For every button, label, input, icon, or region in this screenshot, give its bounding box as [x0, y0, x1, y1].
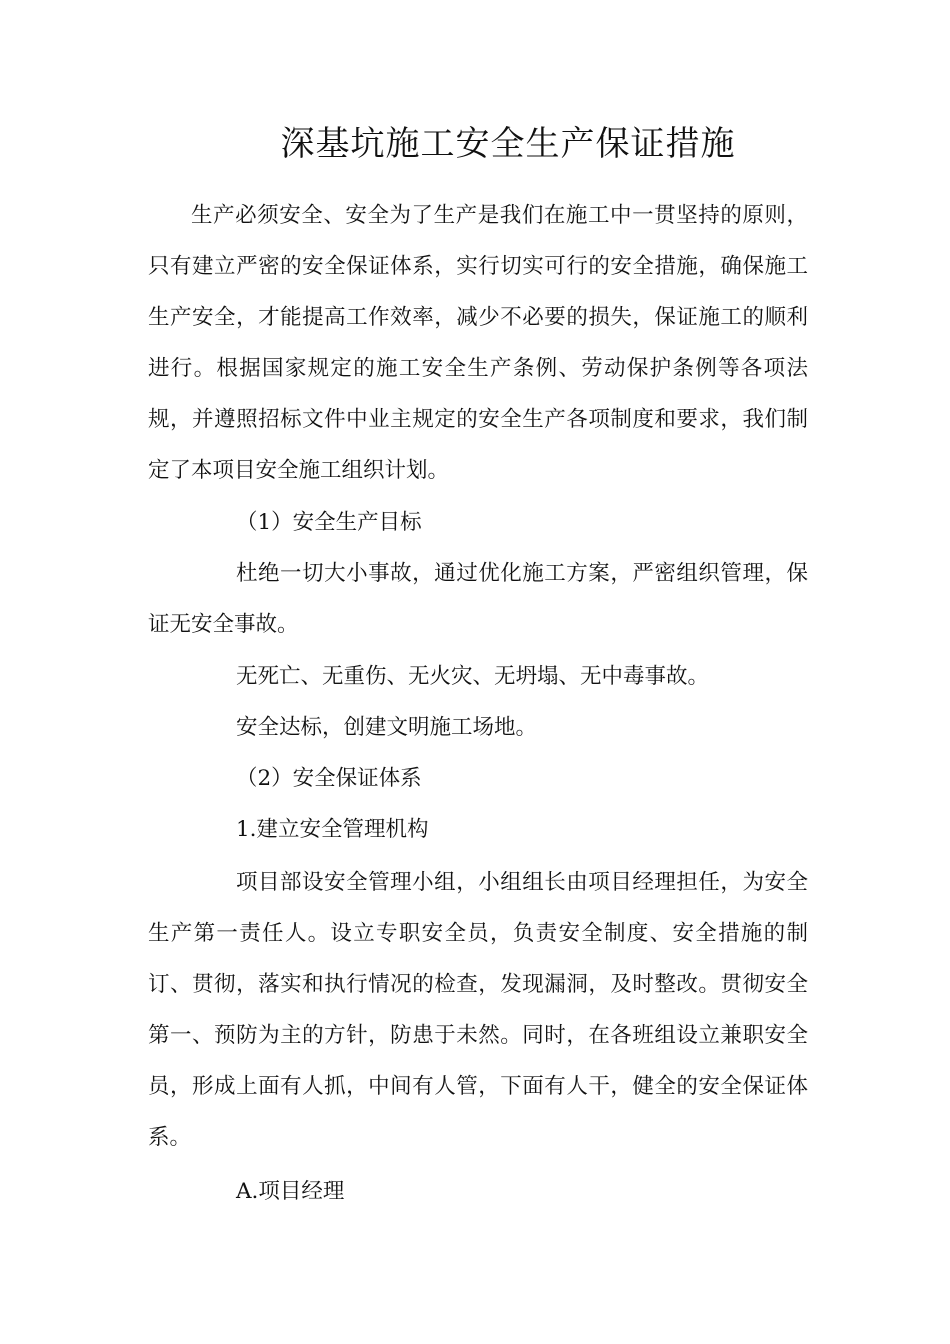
intro-paragraph — [148, 190, 808, 496]
item-project-manager: A.项目经理 — [236, 1179, 345, 1204]
goal-list-item-2: 安全达标，创建文明施工场地。 — [236, 715, 538, 740]
intro-text: 生产必须安全、安全为了生产是我们在施工中一贯坚持的原则，只有建立严密的安全保证体系，实行切实可行的安全措施，确保施工生产安全，才能提高工作效率，减少不必要的损失，保证施工的顺利进行。根据国家规定的施工安全生产条例、劳动保护条例等各项法规，并遵照招标文件中业主规定的安全生产各项制度和要求，我们制定了本项目安全施工组织计划。 — [148, 203, 808, 483]
organization-text: 项目部设安全管理小组，小组组长由项目经理担任，为安全生产第一责任人。设立专职安全员，负责安全制度、安全措施的制订、贯彻，落实和执行情况的检查，发现漏洞，及时整改。贯彻安全第一、预防为主的方针，防患于未然。同时，在各班组设立兼职安全员，形成上面有人抓，中间有人管，下面有人干，健全的安全保证体系。 — [148, 870, 808, 1150]
goal-list-item-1: 无死亡、无重伤、无火灾、无坍塌、无中毒事故。 — [236, 664, 710, 689]
goal-paragraph — [148, 548, 808, 650]
document-title: 深基坑施工安全生产保证措施 — [280, 124, 736, 164]
subsection-heading-management: 1.建立安全管理机构 — [236, 817, 429, 842]
organization-paragraph — [148, 857, 808, 1163]
section-heading-safety-system: （2）安全保证体系 — [236, 766, 422, 791]
goal-text: 杜绝一切大小事故，通过优化施工方案，严密组织管理，保证无安全事故。 — [148, 561, 808, 637]
section-heading-safety-goals: （1）安全生产目标 — [236, 510, 422, 535]
